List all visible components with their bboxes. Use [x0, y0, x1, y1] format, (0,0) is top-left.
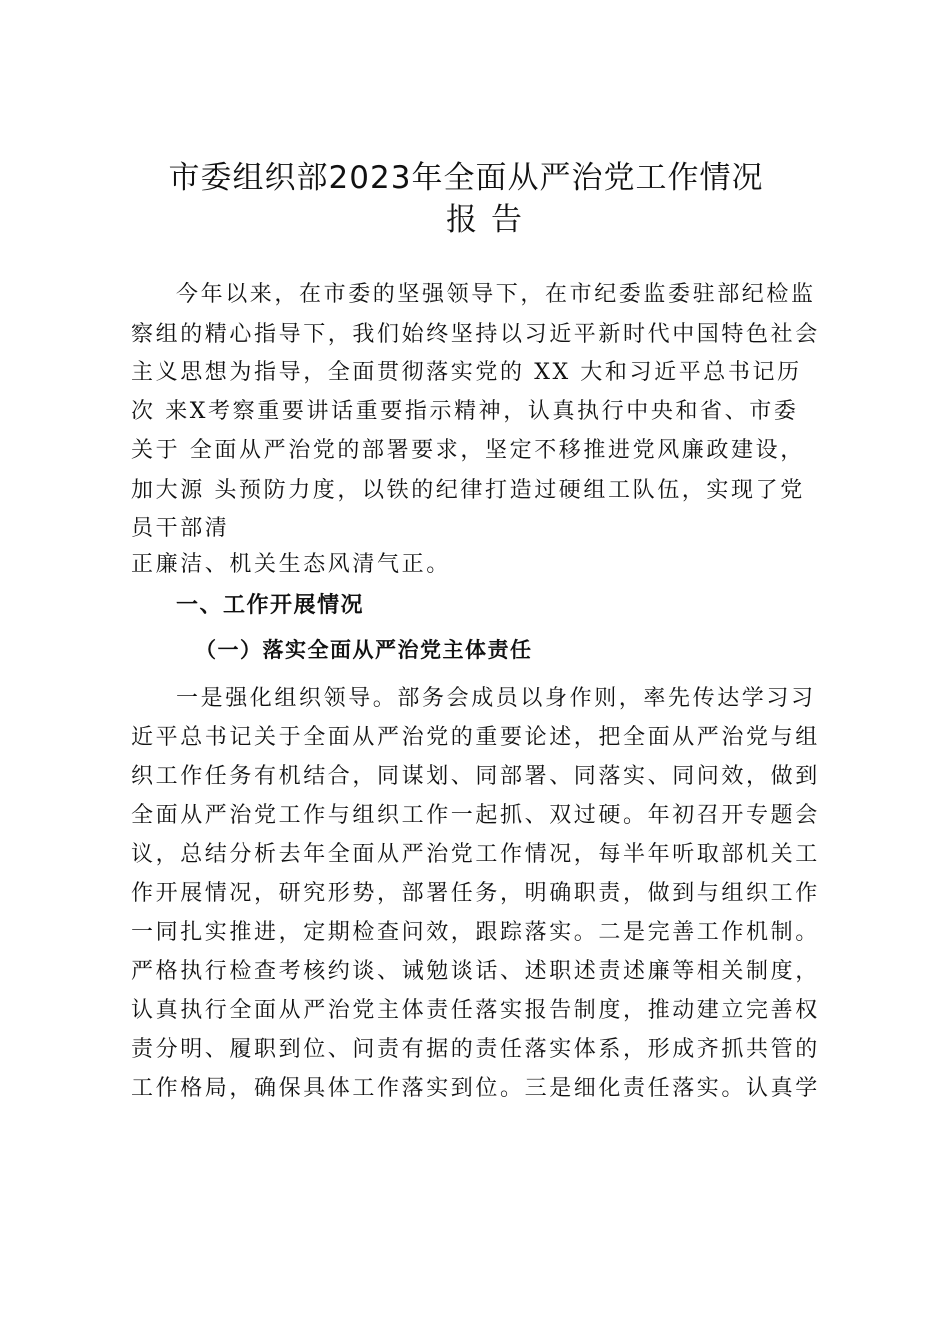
- body-line: 认真执行全面从严治党主体责任落实报告制度，推动建立完善权: [131, 998, 820, 1023]
- body-line: 近平总书记关于全面从严治党的重要论述，把全面从严治党与组: [131, 725, 820, 750]
- intro-line: 察组的精心指导下，我们始终坚持以习近平新时代中国特色社会: [131, 322, 820, 347]
- body-line: 织工作任务有机结合，同谋划、同部署、同落实、同问效，做到: [131, 764, 820, 789]
- intro-line: 主义思想为指导，全面贯彻落实党的 XX 大和习近平总书记历: [131, 360, 802, 385]
- intro-line: 今年以来，在市委的坚强领导下，在市纪委监委驻部纪检监: [176, 282, 816, 307]
- body-line: 严格执行检查考核约谈、诫勉谈话、述职述责述廉等相关制度，: [131, 959, 820, 984]
- body-line: 责分明、履职到位、问责有据的责任落实体系，形成齐抓共管的: [131, 1037, 820, 1062]
- body-line: 全面从严治党工作与组织工作一起抓、双过硬。年初召开专题会: [131, 803, 820, 828]
- body-line: 一是强化组织领导。部务会成员以身作则，率先传达学习习: [176, 686, 816, 711]
- intro-line: 正廉洁、机关生态风清气正。: [131, 552, 451, 577]
- intro-line: 次 来X考察重要讲话重要指示精神，认真执行中央和省、市委: [131, 399, 799, 424]
- body-line: 议，总结分析去年全面从严治党工作情况，每半年听取部机关工: [131, 842, 820, 867]
- intro-line: 员干部清: [131, 516, 230, 541]
- body-line: 工作格局，确保具体工作落实到位。三是细化责任落实。认真学: [131, 1076, 820, 1101]
- body-line: 作开展情况，研究形势，部署任务，明确职责，做到与组织工作: [131, 881, 820, 906]
- document-title-line-1: 市委组织部2023年全面从严治党工作情况: [168, 160, 764, 196]
- section-heading: 一、工作开展情况: [176, 593, 365, 618]
- body-line: 一同扎实推进，定期检查问效，跟踪落实。二是完善工作机制。: [131, 920, 820, 945]
- document-title-line-2: 报告: [446, 202, 536, 238]
- subsection-heading: （一）落实全面从严治党主体责任: [195, 637, 533, 662]
- intro-line: 关于 全面从严治党的部署要求，坚定不移推进党风廉政建设，: [131, 438, 805, 463]
- intro-line: 加大源 头预防力度，以铁的纪律打造过硬组工队伍，实现了党: [131, 478, 805, 503]
